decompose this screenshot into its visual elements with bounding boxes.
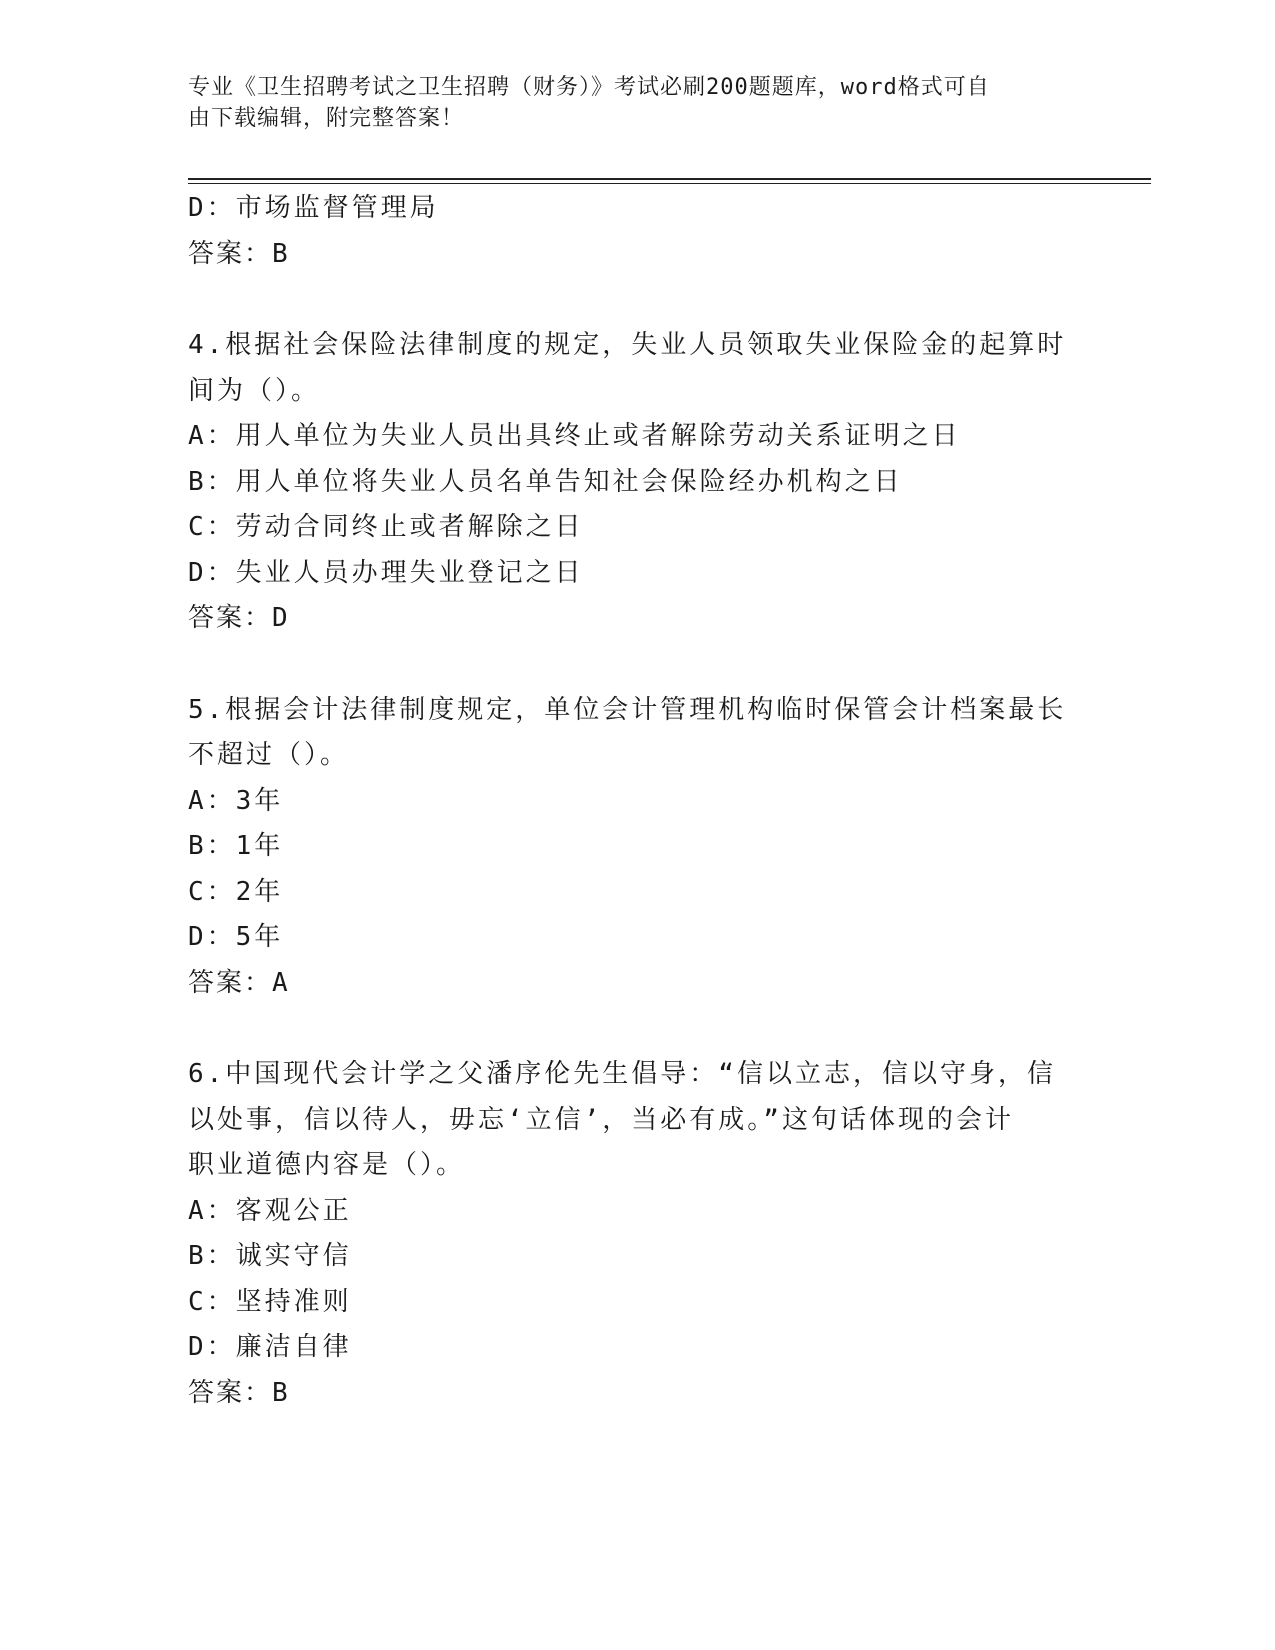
option-d: D：失业人员办理失业登记之日 [188,557,584,588]
document-header [188,72,1068,134]
option-d: D：5年 [188,922,284,952]
header-divider [188,178,1151,184]
option-a: A：用人单位为失业人员出具终止或者解除劳动关系证明之日 [188,421,961,451]
spacer [188,642,1068,688]
question-stem: 以处事，信以待人，毋忘‘立信’，当必有成。”这句话体现的会计 [188,1104,1014,1135]
question-6 [188,1052,1068,1416]
option-c: C：坚持准则 [188,1286,352,1317]
question-stem: 6.中国现代会计学之父潘序伦先生倡导：“信以立志，信以守身，信 [188,1059,1056,1089]
question-stem: 间为（）。 [188,375,321,406]
question-stem: 职业道德内容是（）。 [188,1150,466,1180]
option-a: A：3年 [188,785,284,816]
option-d: D：市场监督管理局 [188,193,439,223]
header-line-2: 由下载编辑，附完整答案！ [188,106,465,131]
option-a: A：客观公正 [188,1195,352,1226]
question-list [188,186,1068,1416]
answer: 答案：B [188,238,290,269]
question-4 [188,323,1068,642]
spacer [188,277,1068,323]
question-5 [188,688,1068,1007]
option-b: B：1年 [188,831,284,861]
spacer [188,1006,1068,1052]
question-stem: 5.根据会计法律制度规定，单位会计管理机构临时保管会计档案最长 [188,694,1067,725]
answer: 答案：B [188,1377,290,1408]
option-b: B：诚实守信 [188,1241,352,1271]
option-d: D：廉洁自律 [188,1332,352,1362]
answer: 答案：D [188,603,290,633]
question-stem: 不超过（）。 [188,740,350,770]
option-b: B：用人单位将失业人员名单告知社会保险经办机构之日 [188,466,903,497]
answer: 答案：A [188,967,290,998]
header-line-1: 专业《卫生招聘考试之卫生招聘（财务）》考试必刷200题题库，word格式可自 [188,75,990,100]
option-c: C：劳动合同终止或者解除之日 [188,512,584,542]
question-3-tail [188,186,1068,277]
question-stem: 4.根据社会保险法律制度的规定，失业人员领取失业保险金的起算时 [188,330,1067,360]
option-c: C：2年 [188,876,284,907]
